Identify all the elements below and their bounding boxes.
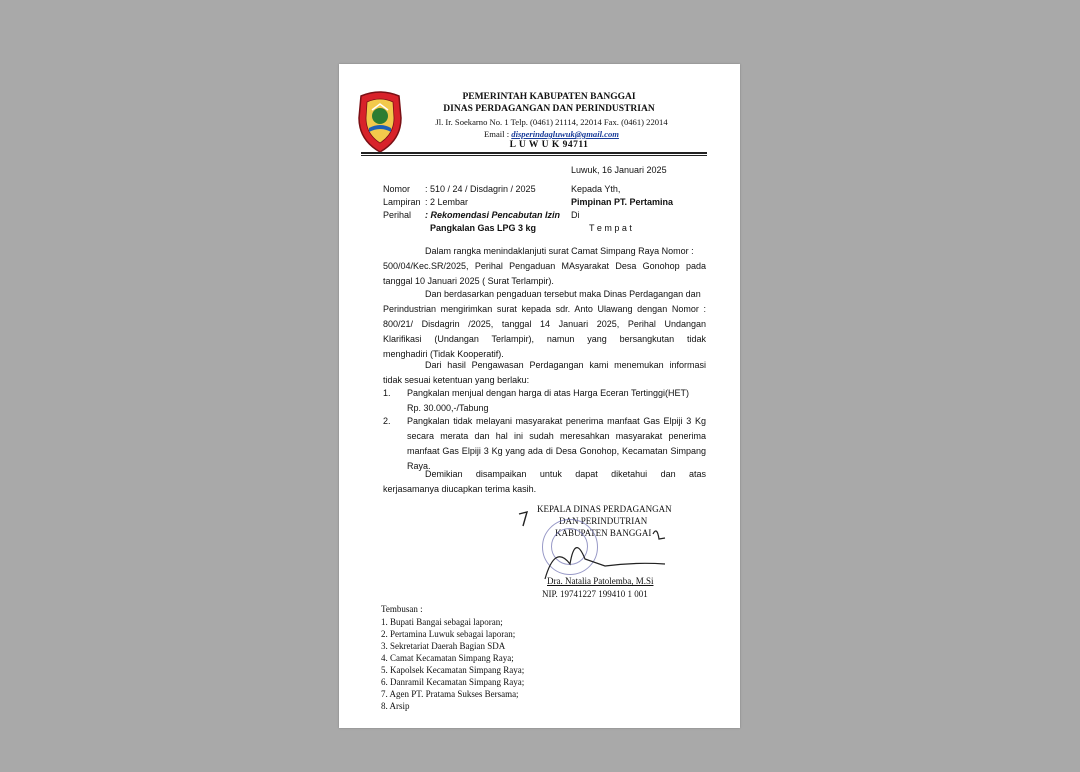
p2-line: 800/21/ Disdagrin /2025, tanggal 14 Januari 2025, Perihal Undangan <box>383 319 706 329</box>
handwritten-signature-icon <box>515 504 675 584</box>
list-item-1-line: Pangkalan menjual dengan harga di atas Harga Eceran Tertinggi(HET) <box>407 388 690 398</box>
list-item-1 <box>407 386 706 416</box>
letter-date: Luwuk, 16 Januari 2025 <box>571 165 667 175</box>
paragraph-2 <box>383 287 706 362</box>
header-rule-thick <box>361 152 707 154</box>
signatory-name: Dra. Natalia Patolemba, M.Si <box>547 576 654 586</box>
letterhead-email-row <box>379 129 724 139</box>
recipient-line3: Di <box>571 210 580 220</box>
p3-line: tidak sesuai ketentuan yang berlaku: <box>383 375 530 385</box>
nomor-label: Nomor <box>383 184 411 194</box>
list-item-2 <box>407 414 706 474</box>
letterhead-address: Jl. Ir. Soekarno No. 1 Telp. (0461) 21114, 22014 Fax. (0461) 22014 <box>435 117 668 127</box>
header-rule-thin <box>361 155 707 156</box>
letterhead-line1: PEMERINTAH KABUPATEN BANGGAI <box>462 92 636 102</box>
lampiran-label: Lampiran <box>383 197 421 207</box>
p2-line: Klarifikasi (Undangan Terlampir), namun yang bersangkutan tidak <box>383 334 706 344</box>
letter-page <box>339 64 740 728</box>
tembusan-item: 2. Pertamina Luwuk sebagai laporan; <box>381 629 516 639</box>
perihal-value-line1: : Rekomendasi Pencabutan Izin <box>425 210 561 220</box>
p2-line: Perindustrian mengirimkan surat kepada sdr. Anto Ulawang dengan Nomor : <box>383 304 706 314</box>
signatory-title-line2: DAN PERINDUTRIAN <box>559 516 648 526</box>
list-item-2-line: secara merata dan hal ini sudah meresahkan masyarakat penerima <box>407 431 706 441</box>
tembusan-item: 3. Sekretariat Daerah Bagian SDA <box>381 641 506 651</box>
closing-line: Demikian disampaikan untuk dapat diketahui dan atas <box>425 469 706 479</box>
signatory-title-line1: KEPALA DINAS PERDAGANGAN <box>537 504 672 514</box>
tembusan-item: 5. Kapolsek Kecamatan Simpang Raya; <box>381 665 525 675</box>
perihal-label: Perihal <box>383 210 412 220</box>
signatory-title-line3: KABUPATEN BANGGAI <box>555 528 652 538</box>
tembusan-item: 6. Danramil Kecamatan Simpang Raya; <box>381 677 525 687</box>
tembusan-label: Tembusan : <box>381 604 423 614</box>
letterhead-line2: DINAS PERDAGANGAN DAN PERINDUSTRIAN <box>443 104 655 114</box>
list-item-1-number: 1. <box>383 388 391 398</box>
paragraph-1 <box>383 244 706 289</box>
p3-line: Dari hasil Pengawasan Perdagangan kami menemukan informasi <box>425 360 706 370</box>
recipient-line4: T e m p a t <box>589 223 632 233</box>
tembusan-item: 4. Camat Kecamatan Simpang Raya; <box>381 653 514 663</box>
email-label: Email : <box>484 129 510 139</box>
list-item-2-number: 2. <box>383 416 391 426</box>
p2-line: Dan berdasarkan pengaduan tersebut maka Dinas Perdagangan dan <box>425 289 701 299</box>
letterhead-city-code: L U W U K 94711 <box>509 140 589 150</box>
recipient-line2: Pimpinan PT. Pertamina <box>571 197 674 207</box>
list-item-1-line: Rp. 30.000,-/Tabung <box>407 403 489 413</box>
tembusan-item: 7. Agen PT. Pratama Sukses Bersama; <box>381 689 519 699</box>
p1-line: Dalam rangka menindaklanjuti surat Camat Simpang Raya Nomor : <box>425 246 694 256</box>
email-link[interactable]: disperindagluwuk@gmail.com <box>511 129 619 139</box>
p2-line: menghadiri (Tidak Kooperatif). <box>383 349 504 359</box>
p1-line: 500/04/Kec.SR/2025, Perihal Pengaduan MAsyarakat Desa Gonohop pada <box>383 261 706 271</box>
perihal-value-line2: Pangkalan Gas LPG 3 kg <box>430 223 537 233</box>
list-item-2-line: Raya. <box>407 461 431 471</box>
list-item-2-line: Pangkalan tidak melayani masyarakat penerima manfaat Gas Elpiji 3 Kg <box>407 416 706 426</box>
recipient-line1: Kepada Yth, <box>571 184 621 194</box>
p1-line: tanggal 10 Januari 2025 ( Surat Terlampir). <box>383 276 554 286</box>
paragraph-3 <box>383 358 706 388</box>
closing-paragraph <box>383 467 706 497</box>
lampiran-value: : 2 Lembar <box>425 197 469 207</box>
nomor-value: : 510 / 24 / Disdagrin / 2025 <box>425 184 536 194</box>
closing-line: kerjasamanya diucapkan terima kasih. <box>383 484 537 494</box>
tembusan-item: 8. Arsip <box>381 701 410 711</box>
list-item-2-line: manfaat Gas Elpiji 3 Kg yang ada di Desa Gonohop, Kecamatan Simpang <box>407 446 706 456</box>
tembusan-item: 1. Bupati Bangai sebagai laporan; <box>381 617 503 627</box>
signatory-nip: NIP. 19741227 199410 1 001 <box>542 589 648 599</box>
